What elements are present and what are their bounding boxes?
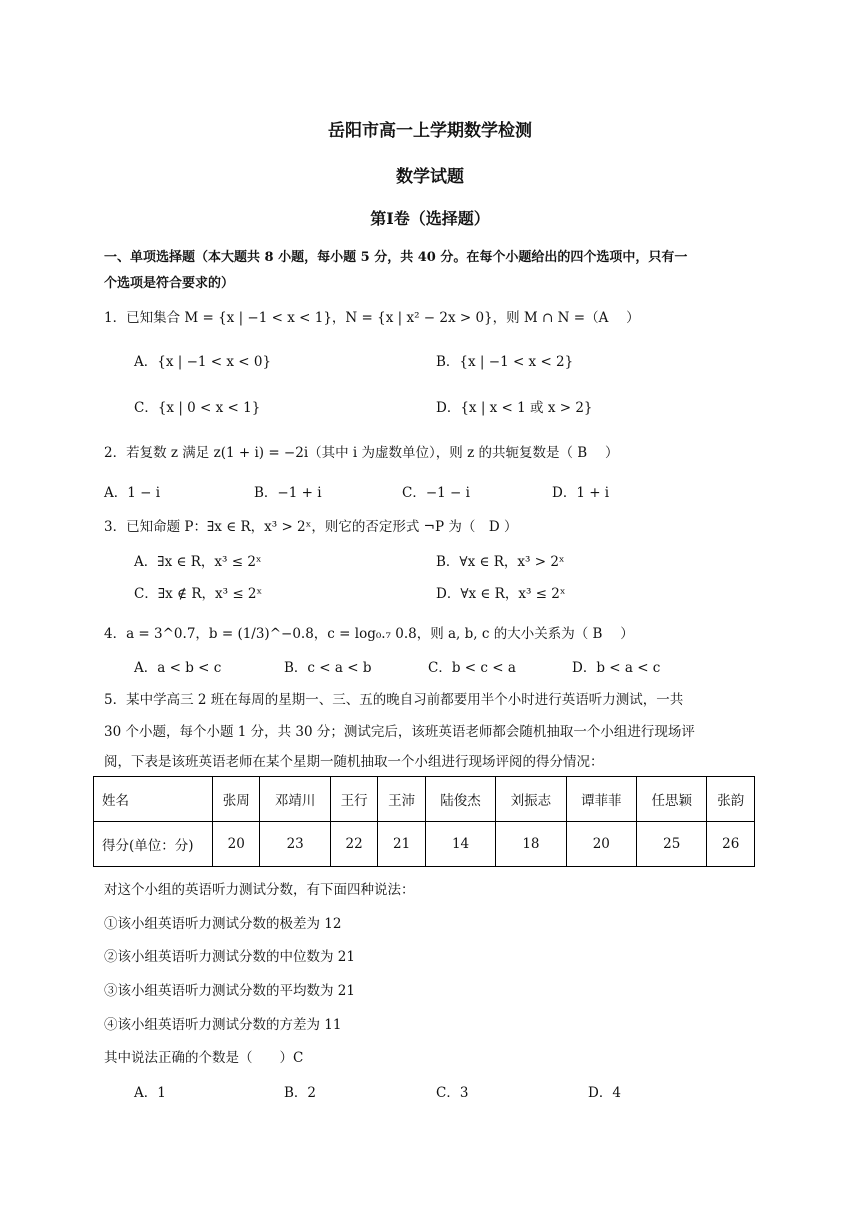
table-cell: 王行	[330, 777, 377, 822]
q5-line1: 5．某中学高三 2 班在每周的星期一、三、五的晚自习前都要用半个小时进行英语听力测试，一共	[104, 692, 684, 708]
q2-stem: 2．若复数 z 满足 z(1 + i) = −2i（其中 i 为虚数单位），则 z 的共轭复数是（ B ）	[104, 445, 619, 461]
q5-ask: 其中说法正确的个数是（ ）C	[104, 1050, 304, 1066]
table-cell: 23	[260, 822, 330, 867]
table-cell: 王沛	[378, 777, 425, 822]
table-cell: 25	[637, 822, 707, 867]
q1-option-c: C．{x | 0 < x < 1}	[134, 400, 261, 416]
table-cell: 14	[425, 822, 495, 867]
q4-option-d: D．b < a < c	[572, 660, 661, 676]
table-cell: 21	[378, 822, 425, 867]
table-row	[94, 822, 755, 867]
table-cell: 22	[330, 822, 377, 867]
q5-statement-1: ①该小组英语听力测试分数的极差为 12	[104, 916, 342, 932]
table-cell: 任思颖	[637, 777, 707, 822]
table-header-row	[94, 777, 755, 822]
q4-option-b: B．c < a < b	[284, 660, 372, 676]
q5-statement-3: ③该小组英语听力测试分数的平均数为 21	[104, 983, 355, 999]
q5-line3: 阅，下表是该班英语老师在某个星期一随机抽取一个小组进行现场评阅的得分情况：	[104, 754, 604, 770]
q2-option-b: B．−1 + i	[254, 485, 322, 501]
q5-option-b: B．2	[284, 1085, 317, 1101]
q5-option-d: D．4	[588, 1085, 621, 1101]
table-cell: 张周	[213, 777, 260, 822]
q3-stem: 3．已知命题 P：∃x ∈ R，x³ > 2ˣ，则它的否定形式 ¬P 为（ D ）	[104, 519, 518, 535]
table-cell: 陆俊杰	[425, 777, 495, 822]
q4-option-c: C．b < c < a	[428, 660, 516, 676]
section-heading-line1: 一、单项选择题（本大题共 8 小题，每小题 5 分，共 40 分。在每个小题给出的四个选项中，只有一	[104, 250, 688, 265]
q5-intro: 对这个小组的英语听力测试分数，有下面四种说法：	[104, 882, 415, 898]
q5-line2: 30 个小题，每个小题 1 分，共 30 分；测试完后，该班英语老师都会随机抽取一个小组进行现场评	[104, 724, 695, 740]
section-heading-line2: 个选项是符合要求的）	[104, 276, 235, 291]
q3-option-b: B．∀x ∈ R，x³ > 2ˣ	[436, 554, 565, 570]
q5-statement-2: ②该小组英语听力测试分数的中位数为 21	[104, 949, 355, 965]
q2-option-c: C．−1 − i	[402, 485, 470, 501]
table-cell: 20	[213, 822, 260, 867]
q2-option-d: D．1 + i	[552, 485, 610, 501]
q1-stem: 1．已知集合 M = {x | −1 < x < 1}，N = {x | x² − 2x > 0}，则 M ∩ N =（A ）	[104, 310, 640, 326]
q1-option-d: D．{x | x < 1 或 x > 2}	[436, 400, 593, 416]
q4-option-a: A．a < b < c	[134, 660, 222, 676]
table-cell: 姓名	[94, 777, 213, 822]
table-cell: 20	[566, 822, 636, 867]
table-cell: 邓靖川	[260, 777, 330, 822]
page-subtitle: 数学试题	[396, 167, 464, 187]
q4-stem: 4．a = 3^0.7，b = (1/3)^−0.8，c = log₀.₇ 0.8，则 a, b, c 的大小关系为（ B ）	[104, 626, 634, 642]
q5-option-a: A．1	[134, 1085, 166, 1101]
q1-option-a: A．{x | −1 < x < 0}	[134, 354, 272, 370]
page-title: 岳阳市高一上学期数学检测	[328, 121, 532, 141]
score-table	[93, 776, 755, 867]
table-cell: 刘振志	[496, 777, 566, 822]
q3-option-d: D．∀x ∈ R，x³ ≤ 2ˣ	[436, 586, 566, 602]
table-cell: 26	[707, 822, 755, 867]
table-cell: 18	[496, 822, 566, 867]
q2-option-a: A．1 − i	[104, 485, 161, 501]
part-heading: 第Ⅰ卷（选择题）	[370, 209, 490, 228]
table-cell: 得分(单位：分)	[94, 822, 213, 867]
q3-option-c: C．∃x ∉ R，x³ ≤ 2ˣ	[134, 586, 263, 602]
q5-statement-4: ④该小组英语听力测试分数的方差为 11	[104, 1017, 342, 1033]
q1-option-b: B．{x | −1 < x < 2}	[436, 354, 574, 370]
q3-option-a: A．∃x ∈ R，x³ ≤ 2ˣ	[134, 554, 262, 570]
table-cell: 谭菲菲	[566, 777, 636, 822]
table-cell: 张韵	[707, 777, 755, 822]
q5-option-c: C．3	[436, 1085, 469, 1101]
